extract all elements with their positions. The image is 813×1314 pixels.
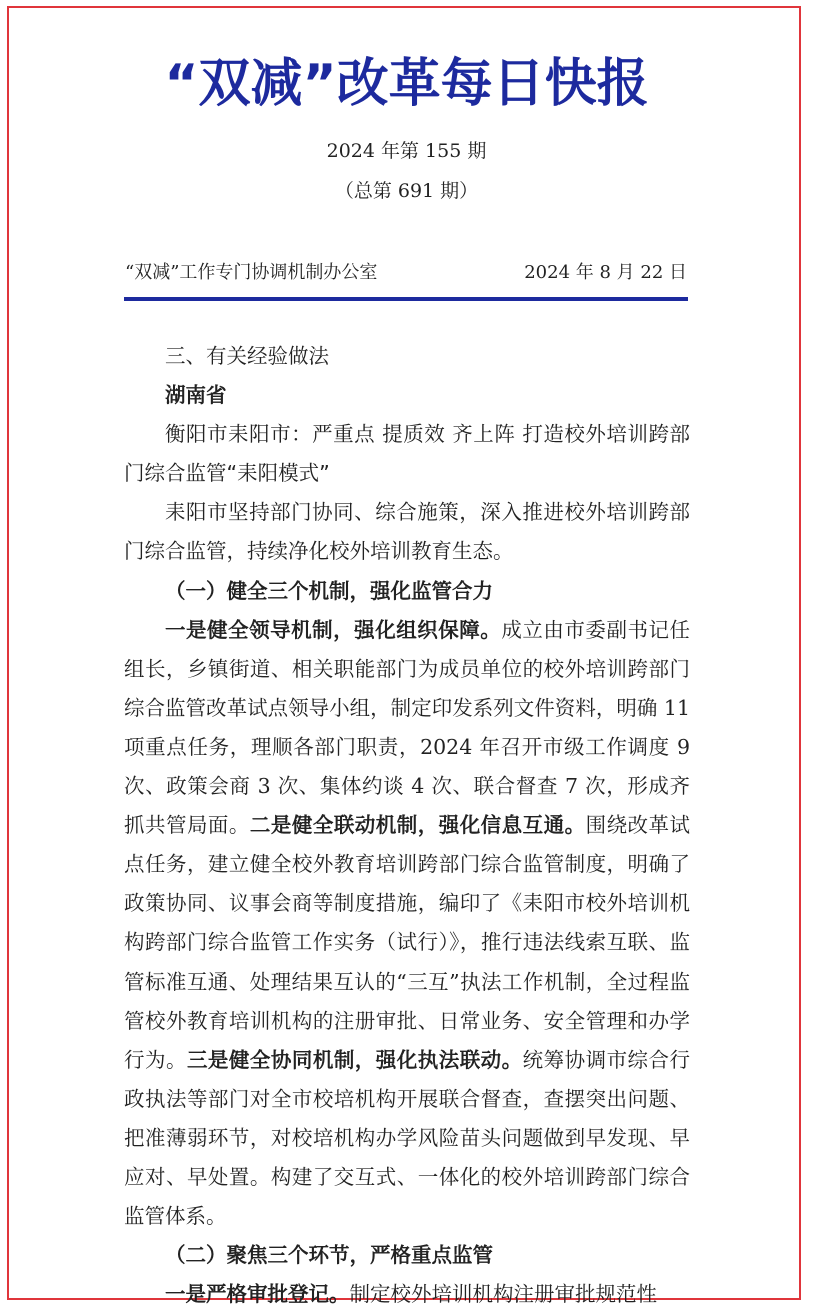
subsection-heading-2: （二）聚焦三个环节，严格重点监管 — [165, 1243, 493, 1268]
issue-date: 2024 年 8 月 22 日 — [524, 262, 687, 283]
lead-in-coordination: 三是健全协同机制，强化执法联动。 — [186, 1047, 523, 1072]
text-leadership: 成立由市委副书记任组长，乡镇街道、相关职能部门为成员单位的校外培训跨部门综合监管改革试点领导小组，制定印发系列文件资料，明确 11 项重点任务，理顺各部门职责，2024 年召开市级工作调度 9 次、政策会商 3 次、集体约谈 4 次、联合督查 7 次，形成齐抓共管局面。 — [124, 617, 691, 838]
truncated-last-line — [124, 1275, 690, 1307]
section-heading: 三、有关经验做法 — [165, 344, 329, 368]
issue-number: 2024 年第 155 期 — [326, 140, 487, 162]
article-body — [124, 337, 691, 1307]
paragraph-approval — [124, 1275, 690, 1314]
province-heading: 湖南省 — [165, 383, 227, 408]
bulletin-title: “双减”改革每日快报 — [164, 54, 649, 114]
total-issue-number: （总第 691 期） — [334, 180, 479, 202]
paragraph-mechanisms — [124, 611, 690, 1237]
lead-in-approval: 一是严格审批登记。 — [165, 1282, 350, 1307]
text-approval: 制定校外培训机构注册审批规范性 — [349, 1282, 657, 1307]
intro-paragraph: 耒阳市坚持部门协同、综合施策，深入推进校外培训跨部门综合监管，持续净化校外培训教育生态。 — [124, 500, 690, 564]
text-linkage: 围绕改革试点任务，建立健全校外教育培训跨部门综合监管制度，明确了政策协同、议事会商等制度措施，编印了《耒阳市校外培训机构跨部门综合监管工作实务（试行）》，推行违法线索互联、监管标准互通、处理结果互认的“三互”执法工作机制，全过程监管校外教育培训机构的注册审批、日常业务、安全管理和办学行为。 — [124, 813, 691, 1072]
lead-in-leadership: 一是健全领导机制，强化组织保障。 — [165, 617, 502, 642]
issuer: “双减”工作专门协调机制办公室 — [125, 262, 378, 283]
header-divider — [124, 297, 688, 301]
lead-in-linkage: 二是健全联动机制，强化信息互通。 — [249, 813, 586, 838]
subsection-heading-1: （一）健全三个机制，强化监管合力 — [165, 578, 493, 603]
text-coordination: 统筹协调市综合行政执法等部门对全市校培机构开展联合督查，查摆突出问题、把准薄弱环节，对校培机构办学风险苗头问题做到早发现、早应对、早处置。构建了交互式、一体化的校外培训跨部门综合监管体系。 — [124, 1047, 691, 1229]
article-headline: 衡阳市耒阳市：严重点 提质效 齐上阵 打造校外培训跨部门综合监管“耒阳模式” — [124, 422, 690, 486]
